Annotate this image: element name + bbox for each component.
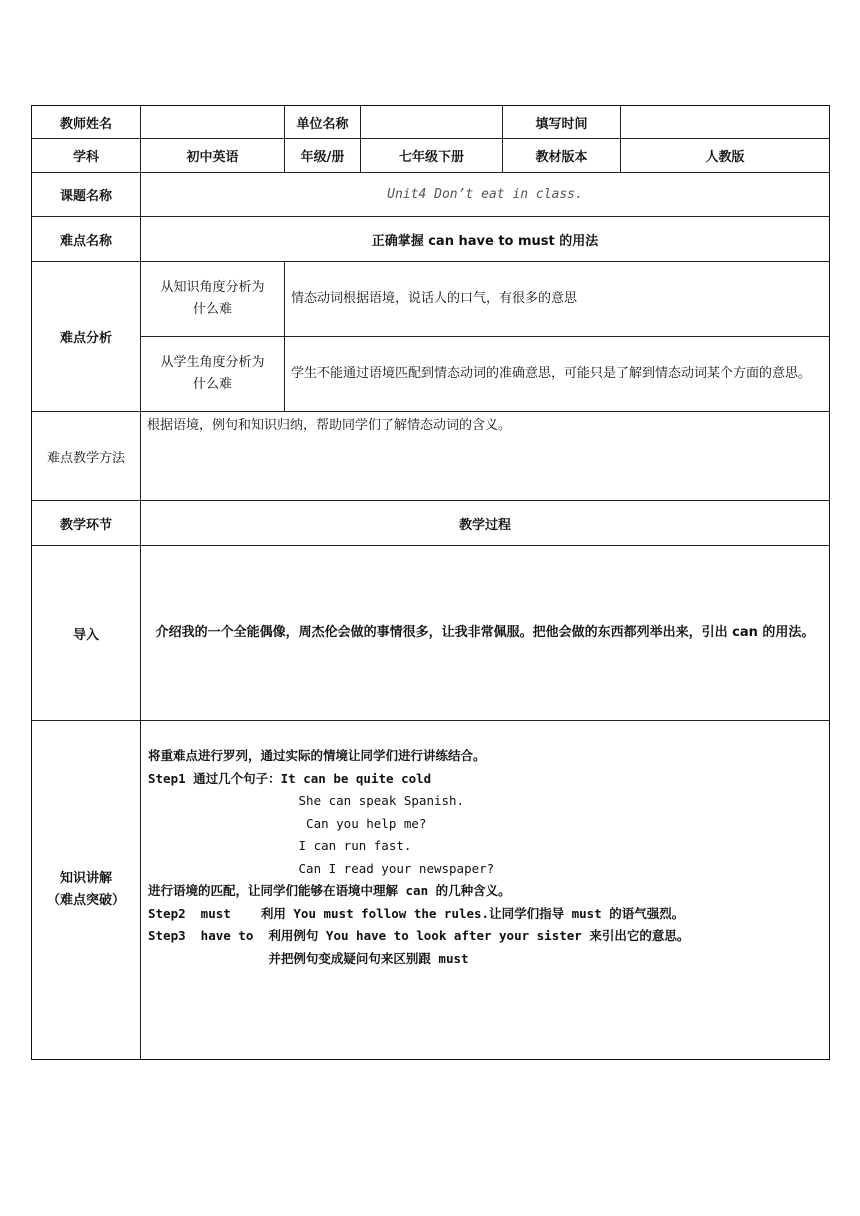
stage-header: 教学环节: [32, 501, 141, 546]
difficulty-label: 难点名称: [32, 217, 141, 262]
fill-time-field[interactable]: [621, 106, 830, 139]
analysis-label: 难点分析: [32, 262, 141, 412]
teacher-name-field[interactable]: [141, 106, 285, 139]
knowledge-row: [32, 721, 830, 1060]
edition-label: 教材版本: [503, 139, 621, 173]
grade-label: 年级/册: [285, 139, 361, 173]
intro-label: 导入: [32, 546, 141, 721]
knowledge-line: Can you help me?: [148, 815, 427, 831]
unit-name-field[interactable]: [361, 106, 503, 139]
grade-value: 七年级下册: [361, 139, 503, 173]
fill-time-label: 填写时间: [503, 106, 621, 139]
analysis-student-row: [32, 337, 830, 412]
analysis-knowledge-row: [32, 262, 830, 337]
topic-value: Unit4 Don’t eat in class.: [141, 173, 830, 217]
subject-label: 学科: [32, 139, 141, 173]
difficulty-row: [32, 217, 830, 262]
knowledge-line: She can speak Spanish.: [148, 793, 465, 808]
knowledge-label-line2: （难点突破）: [46, 893, 125, 908]
subject-value: 初中英语: [141, 139, 285, 173]
knowledge-angle-label-line2: 什么难: [192, 302, 232, 317]
topic-row: [32, 173, 830, 217]
knowledge-line: 并把例句变成疑问句来区别跟 must: [148, 950, 469, 966]
student-angle-label: [141, 337, 285, 412]
knowledge-line: Step1 通过几个句子：It can be quite cold: [148, 770, 432, 786]
intro-row: [32, 546, 830, 721]
edition-value: 人教版: [621, 139, 830, 173]
knowledge-angle-value: 情态动词根据语境，说话人的口气，有很多的意思: [285, 262, 830, 337]
topic-label: 课题名称: [32, 173, 141, 217]
knowledge-label-line1: 知识讲解: [59, 871, 112, 886]
method-label: 难点教学方法: [32, 412, 141, 501]
knowledge-content: [141, 721, 830, 1060]
knowledge-line: I can run fast.: [148, 838, 412, 853]
subject-row: [32, 139, 830, 173]
knowledge-line: 将重难点进行罗列，通过实际的情境让同学们进行讲练结合。: [148, 748, 486, 763]
knowledge-label: [32, 721, 141, 1060]
knowledge-line: Step3 have to 利用例句 You have to look after your sister 来引出它的意思。: [148, 928, 690, 943]
process-header-row: [32, 501, 830, 546]
teacher-info-row: [32, 106, 830, 139]
knowledge-line: 进行语境的匹配，让同学们能够在语境中理解 can 的几种含义。: [148, 883, 511, 898]
method-row: [32, 412, 830, 501]
process-header: 教学过程: [141, 501, 830, 546]
knowledge-line: Step2 must 利用 You must follow the rules.让同学们指导 must 的语气强烈。: [148, 905, 685, 921]
student-angle-value: 学生不能通过语境匹配到情态动词的准确意思，可能只是了解到情态动词某个方面的意思。: [285, 337, 830, 412]
intro-value: 介绍我的一个全能偶像，周杰伦会做的事情很多，让我非常佩服。把他会做的东西都列举出来，引出 can 的用法。: [141, 546, 830, 721]
lesson-plan-table: [31, 105, 830, 1060]
knowledge-line: Can I read your newspaper?: [148, 860, 495, 876]
difficulty-value: 正确掌握 can have to must 的用法: [141, 217, 830, 262]
unit-name-label: 单位名称: [285, 106, 361, 139]
knowledge-angle-label: [141, 262, 285, 337]
student-angle-label-line2: 什么难: [192, 377, 232, 392]
student-angle-label-line1: 从学生角度分析为: [160, 355, 265, 370]
method-value: 根据语境，例句和知识归纳，帮助同学们了解情态动词的含义。: [141, 412, 830, 501]
teacher-name-label: 教师姓名: [32, 106, 141, 139]
knowledge-angle-label-line1: 从知识角度分析为: [160, 280, 265, 295]
